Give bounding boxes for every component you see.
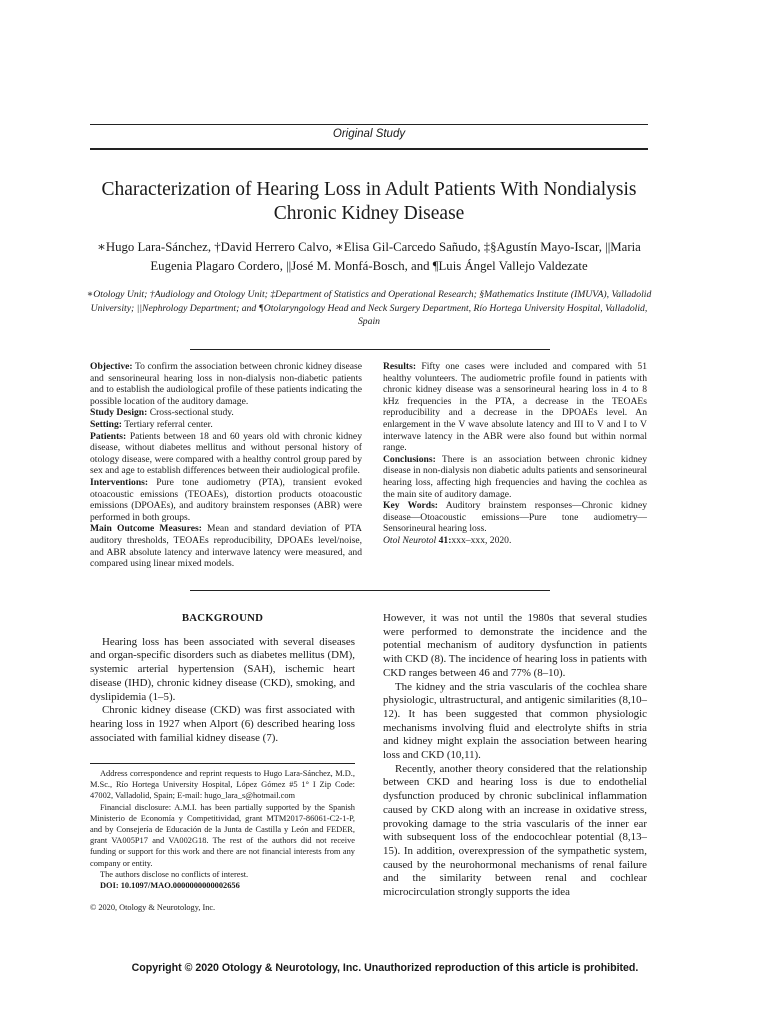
copyright-notice: Copyright © 2020 Otology & Neurotology, Inc. Unauthorized reproduction of this article is prohibited.	[131, 962, 639, 974]
citation-pages: xxx–xxx, 2020.	[451, 534, 512, 546]
setting-text: Tertiary referral center.	[121, 418, 213, 430]
abstract-setting	[90, 419, 362, 431]
abstract-patients	[90, 431, 362, 477]
header-bottom-rule	[90, 148, 648, 150]
abstract-design	[90, 407, 362, 419]
keywords-text: Auditory brainstem responses—Chronic kidney disease—Otoacoustic emissions—Pure tone audiometry—Sensorineural hearing loss.	[383, 500, 647, 535]
patients-label: Patients:	[90, 430, 127, 442]
abstract-citation	[383, 535, 647, 547]
results-text: Fifty one cases were included and compared with 51 healthy volunteers. The audiometric profile found in patients with chronic kidney disease was a sensorineural hearing loss in 4 to 8 kHz frequencies in the PTA, a decrease in the TEOAEs reproducibility and a decrease in the DPOAEs level. An enlargement in the V wave absolute latency and III to V and I to V interwave latency in the ABR were also found but within normal range.	[383, 361, 647, 454]
footnote-conflicts: The authors disclose no conflicts of interest.	[100, 869, 249, 879]
section-label: Original Study	[332, 128, 406, 140]
outcome-label: Main Outcome Measures:	[90, 523, 202, 535]
abstract-bottom-rule	[190, 590, 550, 591]
abstract-left-column	[90, 361, 362, 570]
header-top-rule	[90, 124, 648, 125]
body-paragraph: Recently, another theory considered that the relationship between CKD and hearing loss is due to endothelial dysfunction produced by chronic subclinical inflammation caused by CKD along with an increase in oxidative stress, provoking damage to the stria vascularis of the inner ear with subsequent loss of the endocochlear potential (8,13–15). In addition, overexpression of the sympathetic system, caused by the neurohormonal mechanisms of renal failure and the similarity between renal and cochlear microcirculation strongly supports the idea	[383, 762, 647, 899]
footnote-rule	[90, 763, 355, 764]
abstract-keywords	[383, 500, 647, 535]
citation-journal: Otol Neurotol	[383, 534, 437, 546]
conclusions-label: Conclusions:	[383, 453, 436, 465]
footnote-doi: DOI: 10.1097/MAO.0000000000002656	[100, 881, 240, 891]
conclusions-text: There is an association between chronic kidney disease in non-dialysis non diabetic adults patients and sensorineural hearing loss, affecting high frequencies and having the cochlea as the main site of auditory damage.	[383, 453, 647, 500]
section-heading-background: BACKGROUND	[181, 612, 264, 624]
body-paragraph: The kidney and the stria vascularis of the cochlea share physiologic, ultrastructural, and antigenic similarities (8,10–12). It has been suggested that common physiologic mechanisms involving fluid and electrolyte shifts in stria and kidney might explain the association between hearing loss and CKD (10,11).	[383, 680, 647, 762]
abstract-results	[383, 361, 647, 454]
body-left-column	[90, 612, 355, 745]
body-right-column	[383, 612, 647, 900]
design-text: Cross-sectional study.	[147, 407, 234, 419]
setting-label: Setting:	[90, 418, 122, 430]
affiliations: ∗Otology Unit; †Audiology and Otology Unit; ‡Department of Statistics and Operational Research; §Mathematics Institute (IMUVA), Valladolid University; ||Nephrology Department; and ¶Otolaryngology Head and Neck Surgery Department, Río Hortega University Hospital, Valladolid, Spain	[86, 289, 652, 327]
abstract-objective	[90, 361, 362, 407]
objective-text: To confirm the association between chronic kidney disease and sensorineural hearing loss in non-dialysis non-diabetic patients and to establish the audiological profile of these patients indicating the possible location of the auditory damage.	[90, 361, 362, 407]
interventions-text: Pure tone audiometry (PTA), transient evoked otoacoustic emissions (TEOAEs), distortion products otoacoustic emissions (DPOAEs), and auditory brainstem responses (ABR) were performed in both groups.	[90, 476, 362, 523]
keywords-label: Key Words:	[383, 500, 439, 512]
abstract-conclusions	[383, 454, 647, 500]
body-paragraph: Hearing loss has been associated with several diseases and organ-specific disorders such as diabetes mellitus (DM), systemic arterial hypertension (SAH), ischemic heart disease (IHD), chronic kidney disease (CKD), smoking, and dyslipidemia (1–5).	[90, 635, 355, 703]
outcome-text: Mean and standard deviation of PTA auditory thresholds, TEOAEs reproducibility, DPOAEs level/noise, and ABR absolute latency and interwave latency were measured, and compared using linear mixed models.	[90, 523, 362, 570]
design-label: Study Design:	[90, 407, 148, 419]
abstract-interventions	[90, 477, 362, 523]
footnote-disclosure: Financial disclosure: A.M.I. has been partially supported by the Spanish Ministerio de Economía y Competitividad, grant MTM2017-86061-C2-1-P, and by Consejería de Educación de la Junta de Castilla y León and FEDER, grant VA005P17 and VA002G18. The rest of the authors did not receive funding or support for this work and there are not financial interests from any company or entity.	[90, 802, 355, 868]
author-list: ∗Hugo Lara-Sánchez, †David Herrero Calvo, ∗Elisa Gil-Carcedo Sañudo, ‡§Agustín Mayo-Iscar, ||Maria Eugenia Plagaro Cordero, ||José M. Monfá-Bosch, and ¶Luis Ángel Vallejo Valdezate	[97, 240, 641, 273]
citation-volume: 41:	[436, 534, 452, 546]
abstract-right-column	[383, 361, 647, 547]
objective-label: Objective:	[90, 361, 133, 372]
abstract-outcome	[90, 523, 362, 569]
body-paragraph: However, it was not until the 1980s that several studies were performed to demonstrate the incidence and the potential mechanism of auditory dysfunction in patients with CKD (8). The incidence of hearing loss in patients with CKD ranges between 46 and 77% (8–10).	[383, 612, 647, 679]
body-paragraph: Chronic kidney disease (CKD) was first associated with hearing loss in 1927 when Alport (6) described hearing loss associated with familial kidney disease (7).	[90, 704, 355, 744]
footnote	[90, 768, 355, 891]
journal-copyright: © 2020, Otology & Neurotology, Inc.	[90, 903, 216, 912]
patients-text: Patients between 18 and 60 years old with chronic kidney disease, without diabetes mellitus and without personal history of otology disease, were compared with a healthy control group pared by sex and age to establish differences between their audiological profile.	[90, 430, 362, 477]
article-title: Characterization of Hearing Loss in Adult Patients With Nondialysis Chronic Kidney Disease	[101, 179, 637, 224]
interventions-label: Interventions:	[90, 476, 149, 488]
abstract-top-rule	[190, 349, 550, 350]
results-label: Results:	[383, 361, 417, 372]
footnote-correspondence: Address correspondence and reprint requests to Hugo Lara-Sánchez, M.D., M.Sc., Río Hortega University Hospital, López Gómez #5 1° I Zip Code: 47002, Valladolid, Spain; E-mail: hugo_lara_s@hotmail.com	[90, 769, 355, 801]
